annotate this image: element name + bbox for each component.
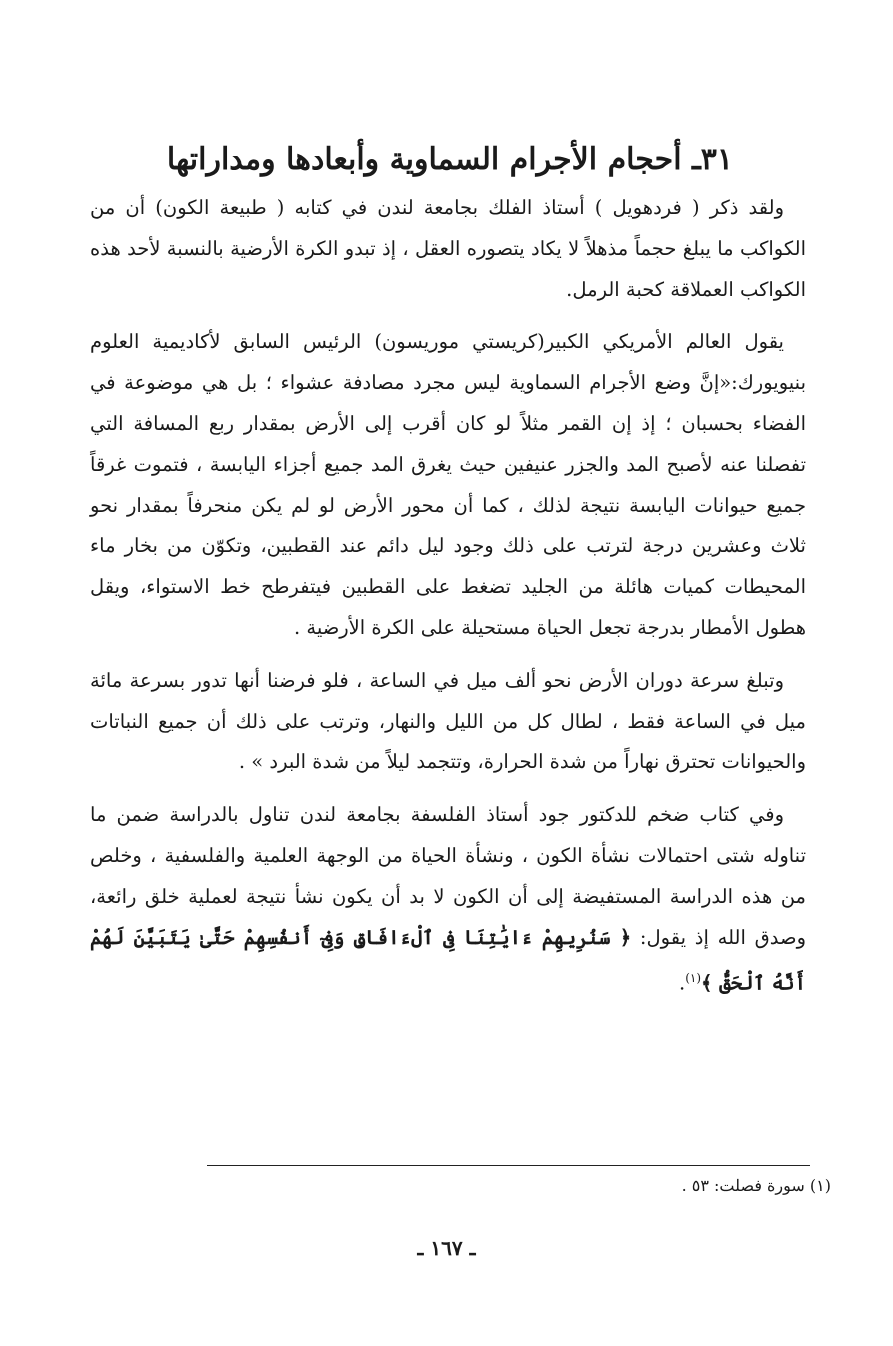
footnote-divider <box>207 1165 810 1166</box>
paragraph-1: ولقد ذكر ( فردهويل ) أستاذ الفلك بجامعة لندن في كتابه ( طبيعة الكون) أن من الكواكب ما يبلغ حجماً مذهلاً لا يكاد يتصوره العقل ، إذ تبدو الكرة الأرضية بالنسبة لأحد هذه الكواكب العملاقة كحبة الرمل. <box>90 196 806 301</box>
paragraph-4-end: . <box>678 971 686 995</box>
paragraph-2: يقول العالم الأمريكي الكبير(كريستي موريسون) الرئيس السابق لأكاديمية العلوم بنيويورك:«إنَّ وضع الأجرام السماوية ليس مجرد مصادفة عشواء ؛ بل هي موضوعة في الفضاء بحسبان ؛ إذ إن القمر مثلاً لو كان أقرب إلى الأرض بمقدار ربع المسافة التي تفصلنا عنه لأصبح المد والجزر عنيفين حيث يغرق المد جميع أجزاء اليابسة ، فتموت غرقاً جميع حيوانات اليابسة نتيجة لذلك ، كما أن محور الأرض لو لم يكن منحرفاً بمقدار نحو ثلاث وعشرين درجة لترتب على ذلك وجود ليل دائم عند القطبين، وتكوّن من بخار ماء المحيطات كميات هائلة من الجليد تضغط على القطبين فيتفرطح خط الاستواء، ويقل هطول الأمطار بدرجة تجعل الحياة مستحيلة على الكرة الأرضية . <box>90 330 806 639</box>
section-heading: ٣١ـ أحجام الأجرام السماوية وأبعادها ومداراتها <box>166 142 733 177</box>
footnote: (١) سورة فصلت: ٥٣ . <box>681 1176 831 1195</box>
paragraph-4-text: وفي كتاب ضخم للدكتور جود أستاذ الفلسفة بجامعة لندن تناول بالدراسة ضمن ما تناوله شتى احتمالات نشأة الكون ، ونشأة الحياة من الوجهة العلمية والفلسفية ، وخلص من هذه الدراسة المستفيضة إلى أن الكون لا بد أن يكون نشأ نتيجة لعملية خلق رائعة، وصدق الله إذ يقول: <box>90 803 806 949</box>
quran-verse: ﴿ سَنُرِيهِمْ ءَايَٰتِنَا فِى ٱلْءَافَاقِ وَفِىٓ أَنفُسِهِمْ حَتَّىٰ يَتَبَيَّنَ لَهُمْ أَنَّهُ ٱلْحَقُّ ﴾ <box>90 925 806 995</box>
paragraph-3: وتبلغ سرعة دوران الأرض نحو ألف ميل في الساعة ، فلو فرضنا أنها تدور بسرعة مائة ميل في الساعة فقط ، لطال كل من الليل والنهار، وترتب على ذلك أن جميع النباتات والحيوانات تحترق نهاراً من شدة الحرارة، وتتجمد ليلاً من شدة البرد » . <box>90 668 806 774</box>
paragraph-4 <box>90 795 806 1004</box>
footnote-marker: (١) <box>685 971 702 986</box>
body-text <box>90 188 806 1005</box>
page-number: ـ ١٦٧ ـ <box>417 1236 476 1260</box>
